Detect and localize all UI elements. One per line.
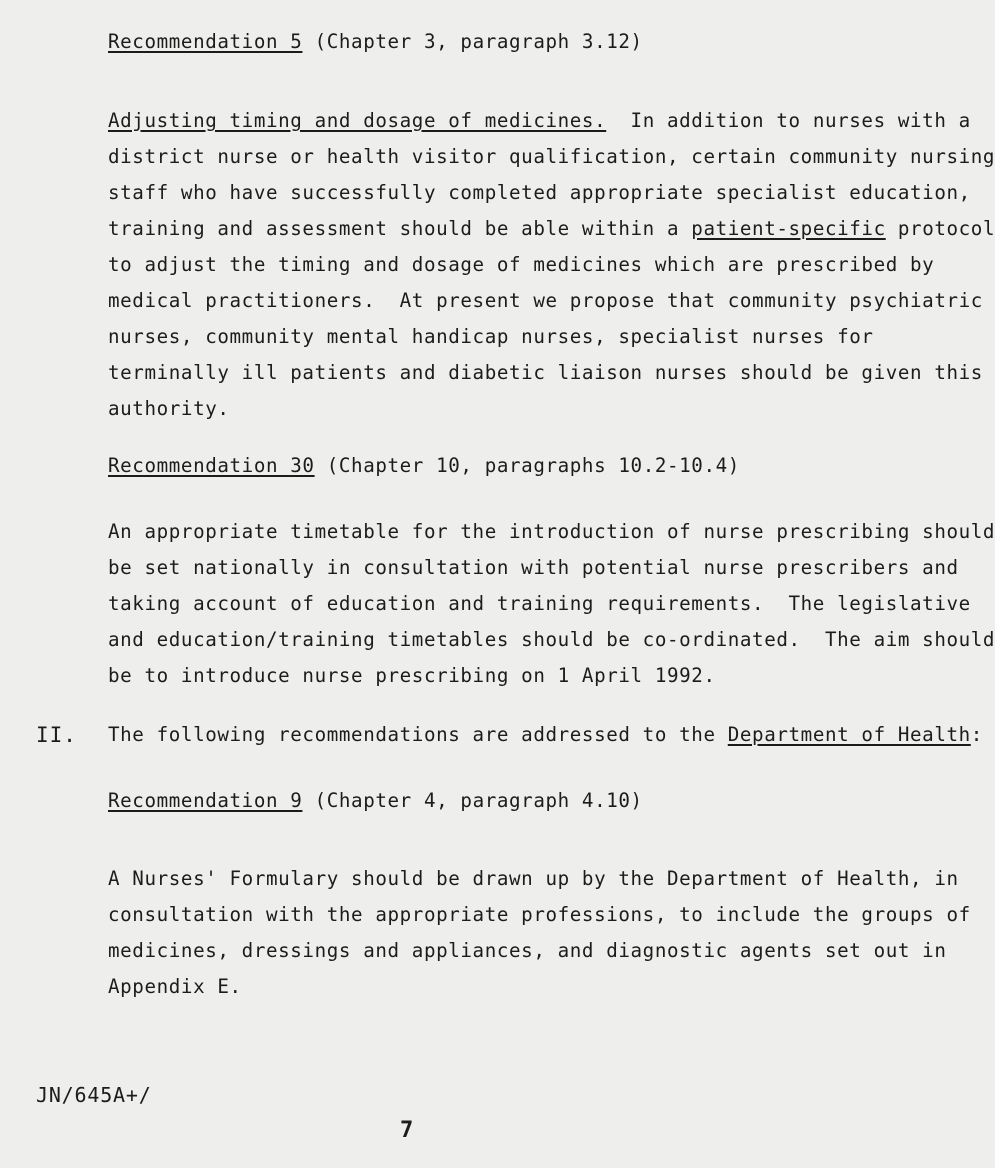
rec30-heading xyxy=(108,453,740,479)
rec9-line-3: medicines, dressings and appliances, and diagnostic agents set out in xyxy=(108,939,947,962)
rec9-heading xyxy=(108,788,643,814)
rec5-line-4 xyxy=(108,216,995,242)
section2-intro-a: The following recommendations are addressed to the xyxy=(108,723,728,746)
rec5-heading-ref: (Chapter 3, paragraph 3.12) xyxy=(302,30,643,53)
section2-intro xyxy=(108,722,983,748)
rec5-line-1 xyxy=(108,108,971,134)
document-reference: JN/645A+/ xyxy=(36,1083,152,1107)
rec9-line-1: A Nurses' Formulary should be drawn up by the Department of Health, in xyxy=(108,867,959,890)
rec5-line-4-underlined: patient-specific xyxy=(691,217,886,240)
rec5-line-8: terminally ill patients and diabetic liaison nurses should be given this xyxy=(108,361,983,384)
rec5-line-1-text: In addition to nurses with a xyxy=(606,109,971,132)
rec9-heading-label: Recommendation 9 xyxy=(108,789,303,812)
rec30-line-2: be set nationally in consultation with potential nurse prescribers and xyxy=(108,556,959,579)
rec5-heading-label: Recommendation 5 xyxy=(108,30,303,53)
rec5-line-9: authority. xyxy=(108,397,230,420)
rec5-line-6: medical practitioners. At present we propose that community psychiatric xyxy=(108,289,983,312)
rec5-line-4-a: training and assessment should be able within a xyxy=(108,217,692,240)
rec30-heading-label: Recommendation 30 xyxy=(108,454,315,477)
rec9-line-2: consultation with the appropriate professions, to include the groups of xyxy=(108,903,971,926)
rec5-subject: Adjusting timing and dosage of medicines. xyxy=(108,109,607,132)
rec5-line-7: nurses, community mental handicap nurses, specialist nurses for xyxy=(108,325,874,348)
rec30-line-1: An appropriate timetable for the introduction of nurse prescribing should xyxy=(108,520,995,543)
rec30-line-3: taking account of education and training requirements. The legislative xyxy=(108,592,971,615)
rec5-line-3: staff who have successfully completed appropriate specialist education, xyxy=(108,181,971,204)
rec30-line-5: be to introduce nurse prescribing on 1 April 1992. xyxy=(108,664,716,687)
rec5-line-5: to adjust the timing and dosage of medicines which are prescribed by xyxy=(108,253,935,276)
rec9-heading-ref: (Chapter 4, paragraph 4.10) xyxy=(302,789,643,812)
rec5-heading xyxy=(108,29,643,55)
section2-intro-colon: : xyxy=(970,723,983,746)
page-number: 7 xyxy=(400,1118,414,1143)
rec5-line-4-b: protocol xyxy=(885,217,995,240)
rec5-line-2: district nurse or health visitor qualification, certain community nursing xyxy=(108,145,995,168)
rec30-line-4: and education/training timetables should be co-ordinated. The aim should xyxy=(108,628,995,651)
section-marker: II. xyxy=(36,723,77,747)
section2-intro-dept: Department of Health xyxy=(727,723,971,746)
rec30-heading-ref: (Chapter 10, paragraphs 10.2-10.4) xyxy=(314,454,740,477)
rec9-line-4: Appendix E. xyxy=(108,975,242,998)
